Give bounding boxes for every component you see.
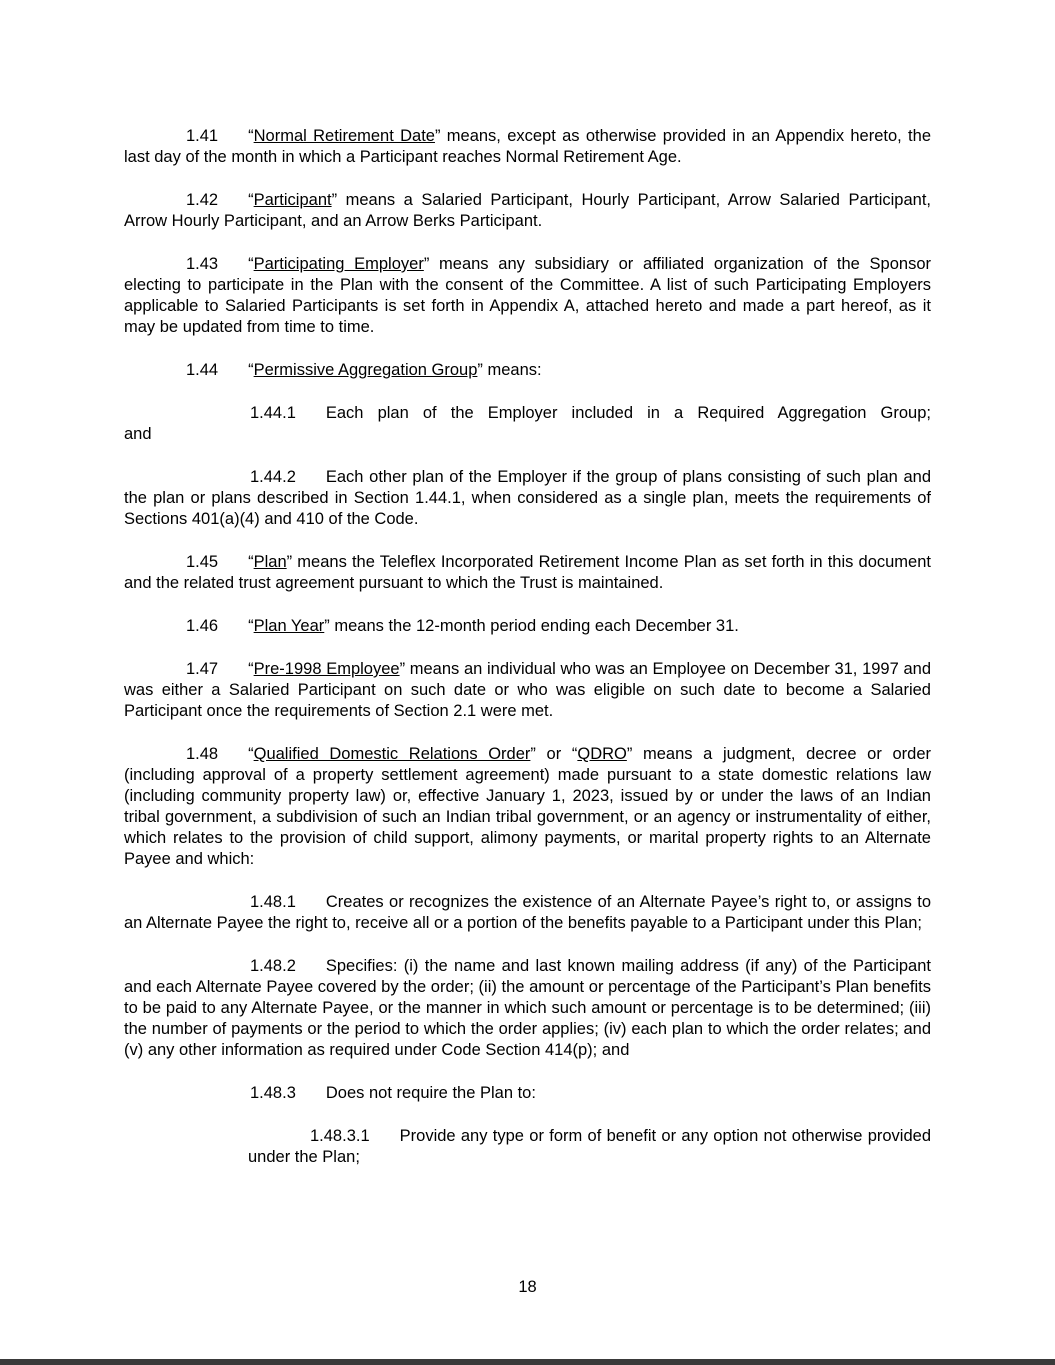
defined-term: QDRO: [577, 745, 627, 763]
paragraph: [248, 1126, 931, 1168]
paragraph: [124, 892, 931, 934]
defined-term: Participant: [253, 191, 332, 209]
defined-term: Plan Year: [253, 617, 325, 635]
paragraph: [124, 1083, 931, 1104]
paragraph: [124, 552, 931, 594]
paragraph: [124, 190, 931, 232]
paragraph-text: ” means an individual who was an Employee on December 31, 1997 and was either a Salaried Participant on such date or who was eligible on such date to become a Salaried Participant once the requirements of Section 2.1 were met.: [124, 660, 931, 720]
paragraph-text: “: [248, 660, 254, 678]
paragraph-text: ” means any subsidiary or affiliated organization of the Sponsor electing to participate in the Plan with the consent of the Committee. A list of such Participating Employers applicable to Salaried Participants is set forth in Appendix A, attached hereto and made a part hereof, as it may be updated from time to time.: [124, 255, 931, 336]
section-number: 1.41: [186, 127, 219, 145]
paragraph-text: “: [248, 255, 254, 273]
section-number: 1.48.1: [250, 893, 296, 911]
paragraph-text: Provide any type or form of benefit or any option not otherwise provided under the Plan;: [248, 1127, 931, 1166]
paragraph: [124, 467, 931, 530]
paragraph-text: “: [248, 617, 254, 635]
document-body: [124, 126, 931, 1168]
paragraph-text: “: [248, 191, 254, 209]
section-number: 1.44: [186, 361, 219, 379]
paragraph-text: ” means the Teleflex Incorporated Retirement Income Plan as set forth in this document and the related trust agreement pursuant to which the Trust is maintained.: [124, 553, 931, 592]
defined-term: Participating Employer: [253, 255, 424, 273]
paragraph: [124, 616, 931, 637]
paragraph-text: Each plan of the Employer included in a Required Aggregation Group;: [325, 404, 931, 422]
paragraph: [124, 956, 931, 1061]
paragraph-text: “: [248, 127, 254, 145]
section-number: 1.43: [186, 255, 219, 273]
section-number: 1.45: [186, 553, 219, 571]
paragraph-text: ” means, except as otherwise provided in an Appendix hereto, the last day of the month in which a Participant reaches Normal Retirement Age.: [124, 127, 931, 166]
paragraph-text: and: [124, 425, 152, 443]
paragraph-text: Does not require the Plan to:: [325, 1084, 536, 1102]
paragraph-text: “: [248, 745, 254, 763]
section-number: 1.48.3: [250, 1084, 296, 1102]
paragraph-text: ” means a judgment, decree or order (including approval of a property settlement agreement) made pursuant to a state domestic relations law (including community property law) or, effective January 1, 2023, issued by or under the laws of an Indian tribal government, a subdivision of such an Indian tribal government, or an agency or instrumentality of either, which relates to the provision of child support, alimony payments, or marital property rights to an Alternate Payee and which:: [124, 745, 931, 868]
defined-term: Normal Retirement Date: [253, 127, 435, 145]
section-number: 1.48.2: [250, 957, 296, 975]
defined-term: Plan: [253, 553, 287, 571]
paragraph-text: ” or “: [530, 745, 578, 763]
paragraph-text: Each other plan of the Employer if the group of plans consisting of such plan and the plan or plans described in Section 1.44.1, when considered as a single plan, meets the requirements of Sections 401(a)(4) and 410 of the Code.: [124, 468, 931, 528]
page-number: 18: [518, 1278, 537, 1296]
paragraph: [124, 659, 931, 722]
page-bottom-edge: [0, 1359, 1055, 1365]
paragraph-text: ” means the 12-month period ending each December 31.: [324, 617, 739, 635]
paragraph: [124, 744, 931, 870]
section-number: 1.42: [186, 191, 219, 209]
paragraph-text: ” means:: [477, 361, 542, 379]
defined-term: Permissive Aggregation Group: [253, 361, 478, 379]
section-number: 1.44.1: [250, 404, 296, 422]
paragraph-text: “: [248, 361, 254, 379]
defined-term: Pre-1998 Employee: [253, 660, 400, 678]
section-number: 1.47: [186, 660, 219, 678]
paragraph: [124, 126, 931, 168]
paragraph-text: Creates or recognizes the existence of an Alternate Payee’s right to, or assigns to an Alternate Payee the right to, receive all or a portion of the benefits payable to a Participant under this Plan;: [124, 893, 931, 932]
paragraph: [124, 403, 931, 445]
paragraph-text: ” means a Salaried Participant, Hourly Participant, Arrow Salaried Participant, Arrow Hourly Participant, and an Arrow Berks Participant.: [124, 191, 931, 230]
paragraph-text: “: [248, 553, 254, 571]
paragraph: [124, 254, 931, 338]
section-number: 1.48: [186, 745, 219, 763]
defined-term: Qualified Domestic Relations Order: [253, 745, 531, 763]
paragraph: [124, 360, 931, 381]
section-number: 1.48.3.1: [310, 1127, 370, 1145]
paragraph-text: Specifies: (i) the name and last known mailing address (if any) of the Participant and each Alternate Payee covered by the order; (ii) the amount or percentage of the Participant’s Plan benefits to be paid to any Alternate Payee, or the manner in which such amount or percentage is to be determined; (iii) the number of payments or the period to which the order applies; (iv) each plan to which the order relates; and (v) any other information as required under Code Section 414(p); and: [124, 957, 931, 1059]
section-number: 1.44.2: [250, 468, 296, 486]
section-number: 1.46: [186, 617, 219, 635]
